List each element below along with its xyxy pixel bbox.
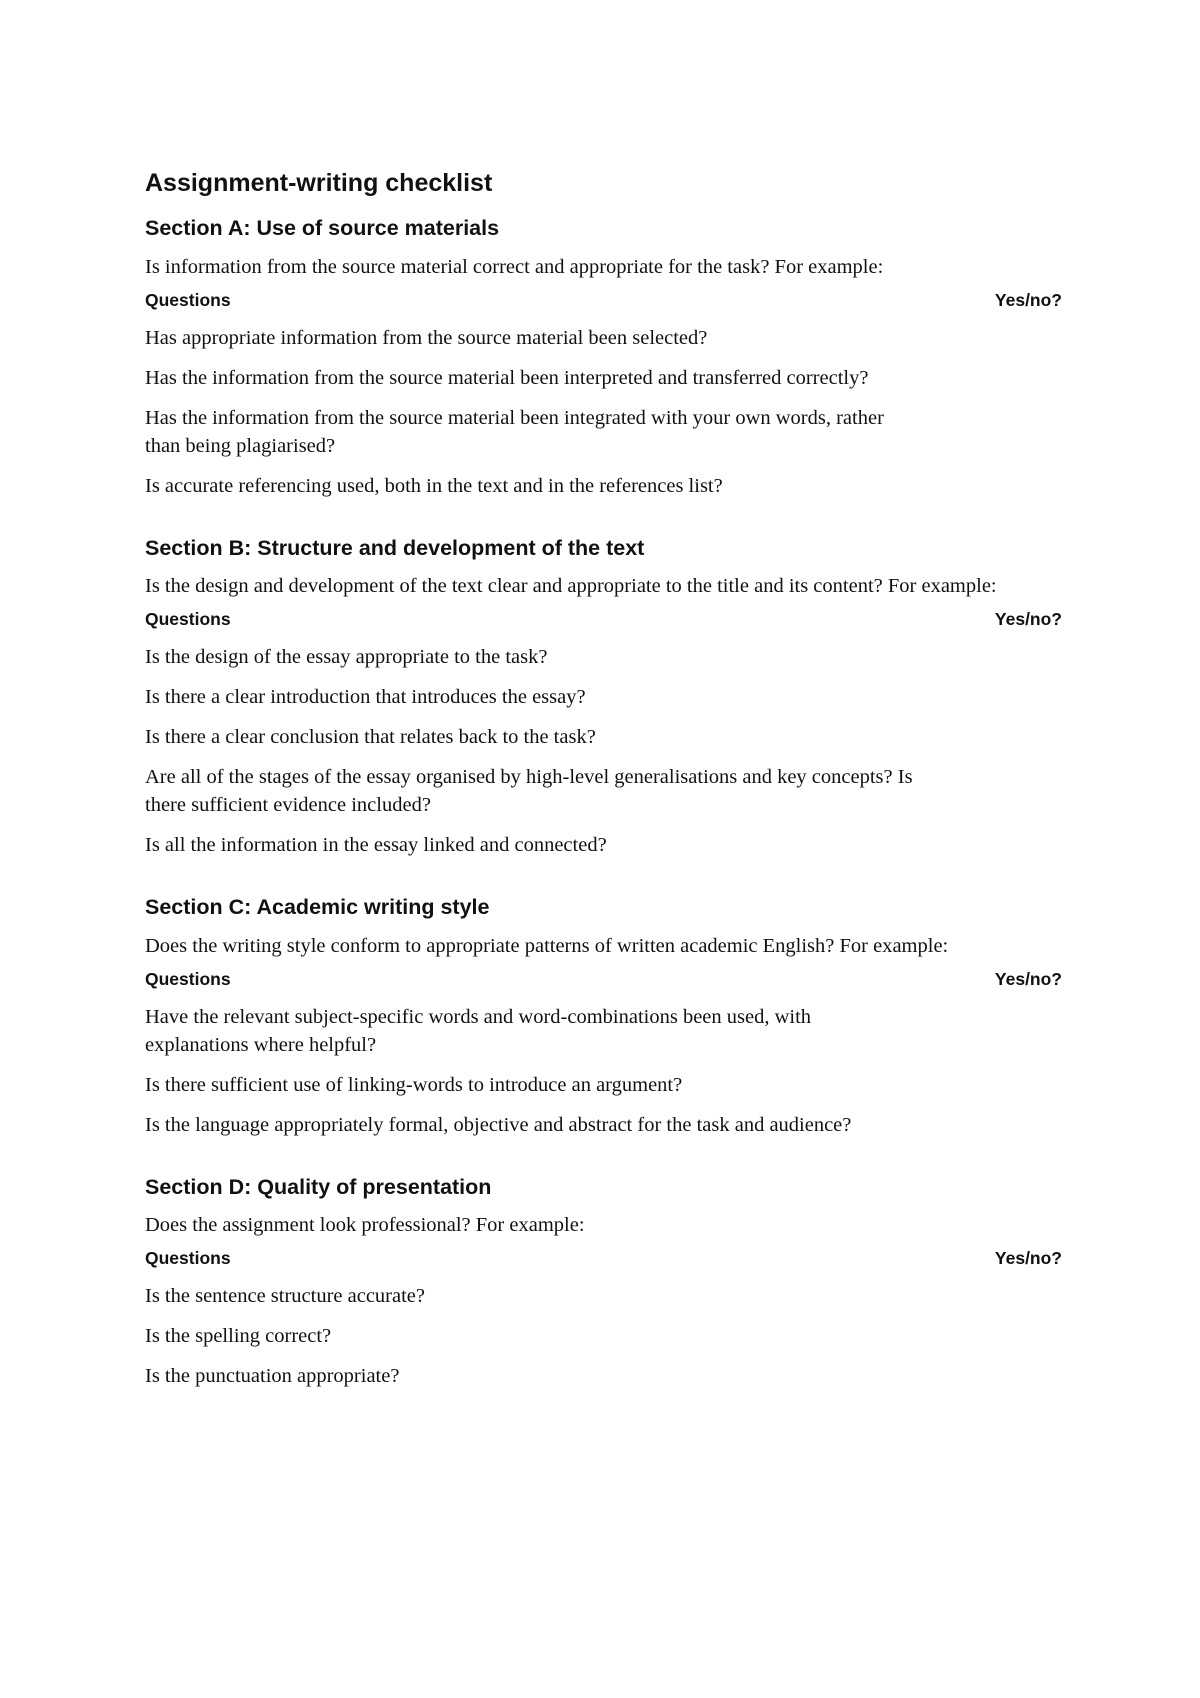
section-intro: Does the writing style conform to appropriate patterns of written academic English? For example: xyxy=(145,934,949,957)
question-list xyxy=(145,1282,1065,1390)
questions-header xyxy=(145,608,1065,631)
yes-no-column-label: Yes/no? xyxy=(994,968,1062,989)
question-item: Is the language appropriately formal, objective and abstract for the task and audience? xyxy=(145,1113,852,1136)
question-item: Is accurate referencing used, both in the text and in the references list? xyxy=(145,474,723,497)
section-intro: Is information from the source material correct and appropriate for the task? For example: xyxy=(145,255,884,278)
questions-column-label: Questions xyxy=(145,1248,231,1269)
question-list xyxy=(145,324,1065,500)
section-d xyxy=(145,1175,1065,1391)
question-item: Is the spelling correct? xyxy=(145,1325,332,1348)
section-intro: Is the design and development of the text clear and appropriate to the title and its content? For example: xyxy=(145,575,997,598)
question-item: Has the information from the source material been integrated with your own words, rather than being plagiarised? xyxy=(145,406,884,457)
document-page xyxy=(145,168,1065,1426)
question-item: Is all the information in the essay linked and connected? xyxy=(145,834,607,857)
question-item: Is the design of the essay appropriate to the task? xyxy=(145,646,548,669)
question-list xyxy=(145,643,1065,859)
questions-column-label: Questions xyxy=(145,968,231,989)
question-item: Has appropriate information from the source material been selected? xyxy=(145,326,708,349)
question-item: Have the relevant subject-specific words and word-combinations been used, with explanations where helpful? xyxy=(145,1005,812,1056)
question-item: Is there sufficient use of linking-words to introduce an argument? xyxy=(145,1073,683,1096)
question-item: Is there a clear conclusion that relates back to the task? xyxy=(145,726,596,749)
section-b xyxy=(145,536,1065,860)
yes-no-column-label: Yes/no? xyxy=(994,609,1062,630)
questions-column-label: Questions xyxy=(145,289,231,310)
section-heading: Section A: Use of source materials xyxy=(145,216,500,240)
section-heading: Section C: Academic writing style xyxy=(145,895,490,920)
page-title: Assignment-writing checklist xyxy=(145,169,493,197)
question-item: Is the sentence structure accurate? xyxy=(145,1285,426,1308)
section-intro: Does the assignment look professional? For example: xyxy=(145,1214,585,1237)
yes-no-column-label: Yes/no? xyxy=(994,1248,1062,1269)
section-c xyxy=(145,895,1065,1139)
section-heading: Section B: Structure and development of the text xyxy=(145,535,645,560)
question-list xyxy=(145,1003,1065,1139)
questions-column-label: Questions xyxy=(145,609,231,630)
section-heading: Section D: Quality of presentation xyxy=(145,1174,492,1199)
questions-header xyxy=(145,289,1065,312)
question-item: Is the punctuation appropriate? xyxy=(145,1365,400,1388)
yes-no-column-label: Yes/no? xyxy=(994,289,1062,310)
questions-header xyxy=(145,968,1065,991)
questions-header xyxy=(145,1247,1065,1270)
section-a xyxy=(145,216,1065,500)
question-item: Has the information from the source material been interpreted and transferred correctly? xyxy=(145,366,869,389)
question-item: Is there a clear introduction that introduces the essay? xyxy=(145,686,586,709)
question-item: Are all of the stages of the essay organised by high-level generalisations and key concepts? Is there sufficient evidence included? xyxy=(145,766,913,817)
